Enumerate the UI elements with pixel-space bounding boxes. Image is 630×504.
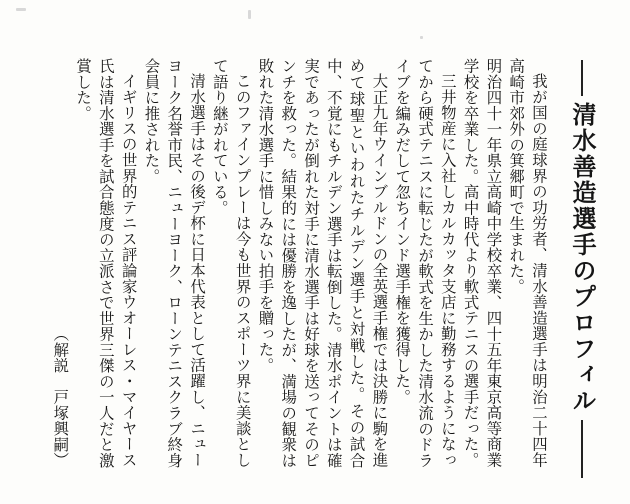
paragraph-fine-play: このファインプレーは今も世界のスポーツ界に美談として語り継がれている。 — [210, 58, 252, 468]
title-rule-top — [581, 60, 583, 96]
scan-mark — [16, 8, 26, 11]
commentary-credit: （解説 戸塚興嗣） — [51, 326, 70, 468]
paragraph-davis-cup: 清水選手はその後デ杯に日本代表として活躍し、ニューヨーク名誉市民、ニューヨーク、ローンテニスクラブ終身会員に推された。 — [142, 58, 207, 468]
title-rule-bottom — [581, 420, 583, 478]
paragraph-mitsui: 三井物産に入社しカルカッタ支店に勤務するようになってから硬式テニスに転じたが軟式を生かした清水流のドライブを編みだして忽ちインド選手権を獲得した。 — [393, 58, 457, 468]
paragraph-education: 明治四十一年県立高崎中学校卒業、四十五年東京高等商業学校を卒業した。高中時代より軟式テニスの選手だった。 — [461, 58, 503, 468]
paragraph-birth: 我が国の庭球界の功労者、清水善造選手は明治二十四年高崎市郊外の箕郷町で生まれた。 — [507, 58, 548, 468]
paragraph-myers: イギリスの世界的テニス評論家ウオーレス・マイヤース氏は清水選手を試合態度の立派さで世界三傑の一人だと激賞した。 — [74, 58, 138, 468]
scan-mark — [420, 36, 423, 39]
title-column — [560, 60, 604, 480]
scan-mark — [248, 10, 251, 19]
page-title: 清水善造選手のプロフィル — [568, 102, 596, 414]
body-text — [30, 58, 550, 468]
paragraph-wimbledon: 大正九年ウインブルドンの全英選手権では決勝に駒を進めて球聖といわれたチルデン選手と対戦した。その試合中、不覚にもチルデン選手は転倒した。清水ポイントは確実であったが倒れた対手に清水選手は好球を送ってそのピンチを救った。結果的には優勝を逸したが、満場の観衆は敗れた清水選手に惜しみない拍手を贈った。 — [256, 58, 389, 468]
